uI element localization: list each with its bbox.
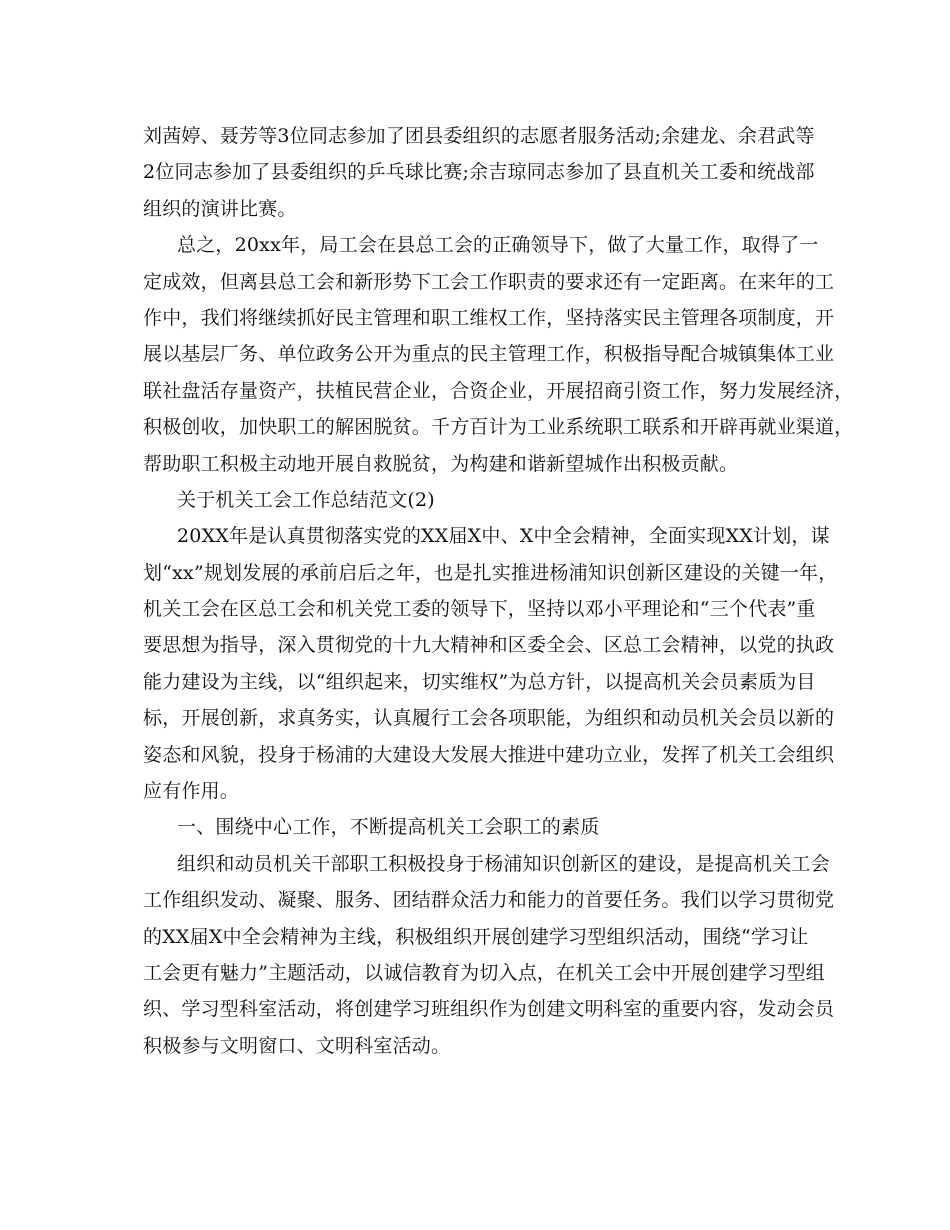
document-body (143, 118, 854, 1064)
text-line: 展以基层厂务、单位政务公开为重点的民主管理工作，积极指导配合城镇集体工业 (143, 343, 835, 366)
text-line: 积极参与文明窗口、文明科室活动。 (143, 1034, 451, 1057)
text-line: 联社盘活存量资产，扶植民营企业，合资企业，开展招商引资工作，努力发展经济， (143, 379, 854, 402)
text-line: 帮助职工积极主动地开展自救脱贫，为构建和谐新望城作出积极贡献。 (143, 452, 739, 475)
text-line: 工会更有魅力”主题活动，以诚信教育为切入点，在机关工会中开展创建学习型组 (143, 961, 825, 984)
text-line: 机关工会在区总工会和机关党工委的领导下，坚持以邓小平理论和“三个代表”重 (143, 598, 816, 621)
text-line: 应有作用。 (143, 780, 240, 803)
text-line: 组织的演讲比赛。 (143, 197, 297, 220)
text-line: 织、学习型科室活动，将创建学习班组织作为创建文明科室的重要内容，发动会员 (143, 998, 835, 1021)
text-line: 一、围绕中心工作，不断提高机关工会职工的素质 (177, 816, 600, 839)
text-line: 关于机关工会工作总结范文(2) (177, 488, 435, 511)
text-line: 组织和动员机关干部职工积极投身于杨浦知识创新区的建设，是提高机关工会 (177, 852, 830, 875)
text-line: 作中，我们将继续抓好民主管理和职工维权工作，坚持落实民主管理各项制度，开 (143, 306, 835, 329)
text-line: 刘茜婷、聂芳等3位同志参加了团县委组织的志愿者服务活动;余建龙、余君武等 (143, 125, 815, 147)
text-line: 20XX年是认真贯彻落实党的XX届X中、X中全会精神，全面实现XX计划，谋 (177, 525, 830, 548)
text-line: 能力建设为主线，以“组织起来，切实维权”为总方针，以提高机关会员素质为目 (143, 670, 816, 693)
text-line: 要思想为指导，深入贯彻党的十九大精神和区委全会、区总工会精神，以党的执政 (143, 634, 835, 657)
text-line: 划“xx”规划发展的承前启后之年，也是扎实推进杨浦知识创新区建设的关键一年， (143, 561, 838, 584)
text-line: 定成效，但离县总工会和新形势下工会工作职责的要求还有一定距离。在来年的工 (143, 270, 835, 293)
text-line: 2位同志参加了县委组织的乒乓球比赛;余吉琼同志参加了县直机关工委和统战部 (143, 161, 815, 184)
text-line: 工作组织发动、凝聚、服务、团结群众活力和能力的首要任务。我们以学习贯彻党 (143, 889, 835, 912)
text-line: 积极创收，加快职工的解困脱贫。千方百计为工业系统职工联系和开辟再就业渠道， (143, 416, 854, 439)
text-line: 标，开展创新，求真务实，认真履行工会各项职能，为组织和动员机关会员以新的 (143, 707, 835, 730)
text-line: 的XX届X中全会精神为主线，积极组织开展创建学习型组织活动，围绕“学习让 (143, 925, 809, 948)
text-line: 姿态和风貌，投身于杨浦的大建设大发展大推进中建功立业，发挥了机关工会组织 (143, 743, 835, 766)
text-line: 总之，20xx年，局工会在县总工会的正确领导下，做了大量工作，取得了一 (177, 234, 819, 257)
